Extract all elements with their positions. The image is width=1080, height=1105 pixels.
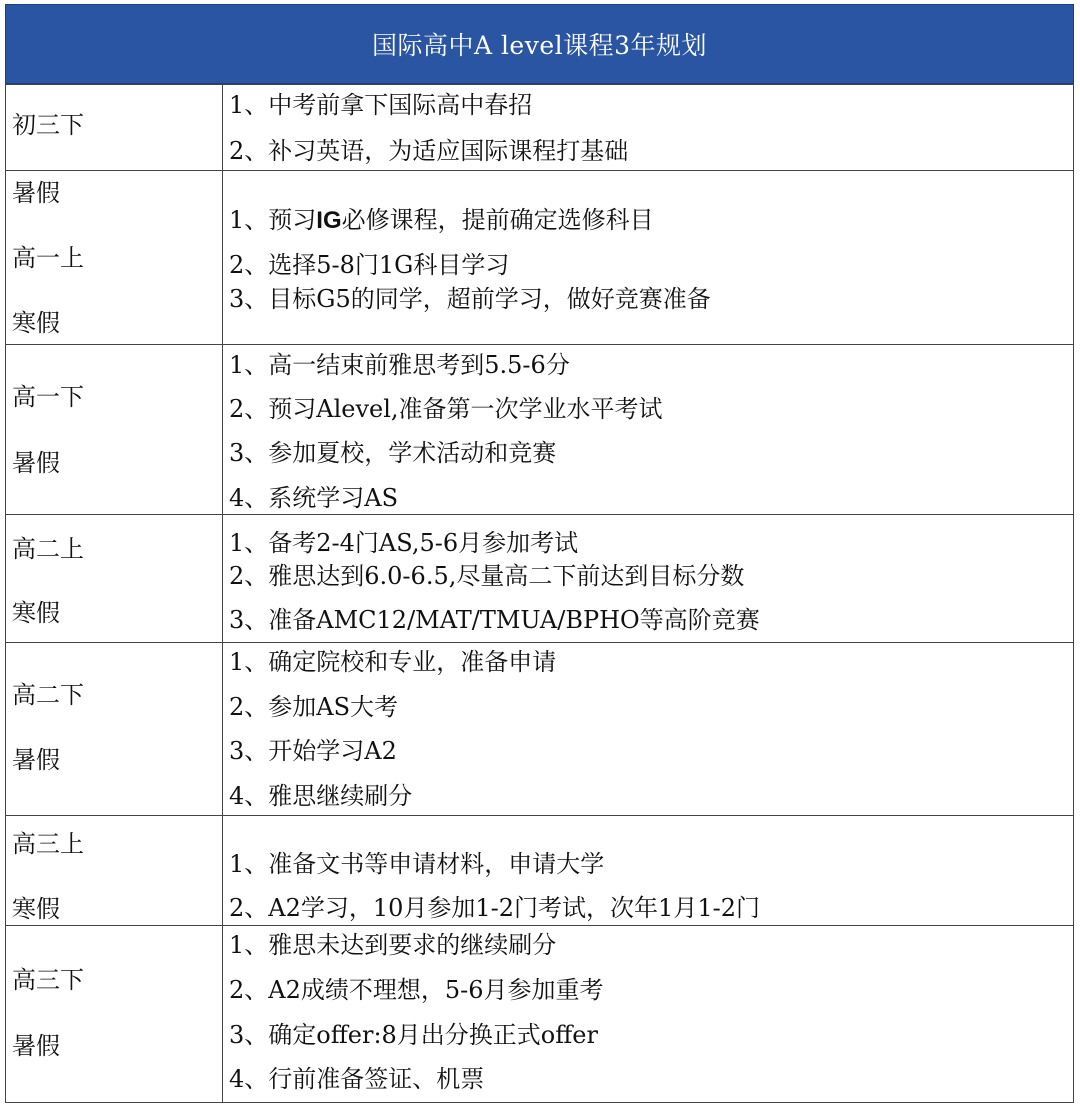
plan-item: 2、雅思达到6.0-6.5,尽量高二下前达到目标分数 bbox=[229, 562, 745, 590]
table-row bbox=[6, 926, 1074, 1103]
plan-item: 1、备考2-4门AS,5-6月参加考试 bbox=[229, 529, 579, 557]
plan-item: 3、确定offer:8月出分换正式offer bbox=[229, 1021, 598, 1049]
plan-cell bbox=[223, 926, 1074, 1103]
plan-cell bbox=[223, 643, 1074, 816]
period-label: 高二上 bbox=[12, 535, 84, 563]
plan-item: 4、系统学习AS bbox=[229, 484, 399, 512]
period-cell bbox=[6, 85, 223, 171]
period-cell bbox=[6, 345, 223, 515]
plan-item: 1、高一结束前雅思考到5.5-6分 bbox=[229, 351, 570, 379]
plan-table bbox=[5, 84, 1074, 1103]
table-row bbox=[6, 643, 1074, 816]
period-label: 寒假 bbox=[12, 599, 60, 627]
plan-item: 4、行前准备签证、机票 bbox=[229, 1065, 485, 1093]
period-cell bbox=[6, 816, 223, 926]
plan-item: 1、确定院校和专业，准备申请 bbox=[229, 648, 557, 676]
plan-cell bbox=[223, 85, 1074, 171]
plan-item: 3、准备AMC12/MAT/TMUA/BPHO等高阶竞赛 bbox=[229, 606, 760, 634]
table-title: 国际高中A level课程3年规划 bbox=[5, 4, 1074, 84]
table-row bbox=[6, 85, 1074, 171]
plan-item: 4、雅思继续刷分 bbox=[229, 782, 413, 810]
plan-cell bbox=[223, 171, 1074, 345]
plan-cell bbox=[223, 515, 1074, 643]
table-row bbox=[6, 515, 1074, 643]
plan-item: 2、A2学习，10月参加1-2门考试，次年1月1-2门 bbox=[229, 894, 760, 922]
plan-item: 2、补习英语，为适应国际课程打基础 bbox=[229, 137, 629, 165]
plan-item: 1、雅思未达到要求的继续刷分 bbox=[229, 931, 557, 959]
period-label: 高三上 bbox=[12, 830, 84, 858]
period-label: 寒假 bbox=[12, 895, 60, 923]
period-label: 暑假 bbox=[12, 1032, 60, 1060]
period-cell bbox=[6, 643, 223, 816]
plan-item: 3、参加夏校，学术活动和竞赛 bbox=[229, 439, 557, 467]
plan-sheet bbox=[5, 4, 1074, 1102]
table-row bbox=[6, 816, 1074, 926]
period-label: 暑假 bbox=[12, 746, 60, 774]
plan-item: 2、参加AS大考 bbox=[229, 693, 399, 721]
period-label: 暑假 bbox=[12, 449, 60, 477]
plan-item: 3、目标G5的同学，超前学习，做好竞赛准备 bbox=[229, 285, 711, 313]
table-row bbox=[6, 171, 1074, 345]
period-label: 高二下 bbox=[12, 681, 84, 709]
period-label: 高三下 bbox=[12, 966, 84, 994]
plan-item: 2、A2成绩不理想，5-6月参加重考 bbox=[229, 976, 604, 1004]
plan-item: 2、预习Alevel,准备第一次学业水平考试 bbox=[229, 395, 663, 423]
plan-cell bbox=[223, 816, 1074, 926]
plan-item: 1、准备文书等申请材料，申请大学 bbox=[229, 850, 605, 878]
period-label: 高一上 bbox=[12, 244, 84, 272]
period-cell bbox=[6, 515, 223, 643]
period-cell bbox=[6, 926, 223, 1103]
period-label: 寒假 bbox=[12, 309, 60, 337]
period-label: 暑假 bbox=[12, 179, 60, 207]
plan-item: 2、选择5-8门1G科目学习 bbox=[229, 251, 510, 279]
table-row bbox=[6, 345, 1074, 515]
period-cell bbox=[6, 171, 223, 345]
plan-item: 1、预习IG必修课程，提前确定选修科目 bbox=[229, 206, 654, 234]
period-label: 初三下 bbox=[12, 111, 84, 139]
period-label: 高一下 bbox=[12, 383, 84, 411]
plan-item: 1、中考前拿下国际高中春招 bbox=[229, 91, 533, 119]
plan-cell bbox=[223, 345, 1074, 515]
plan-item: 3、开始学习A2 bbox=[229, 737, 397, 765]
